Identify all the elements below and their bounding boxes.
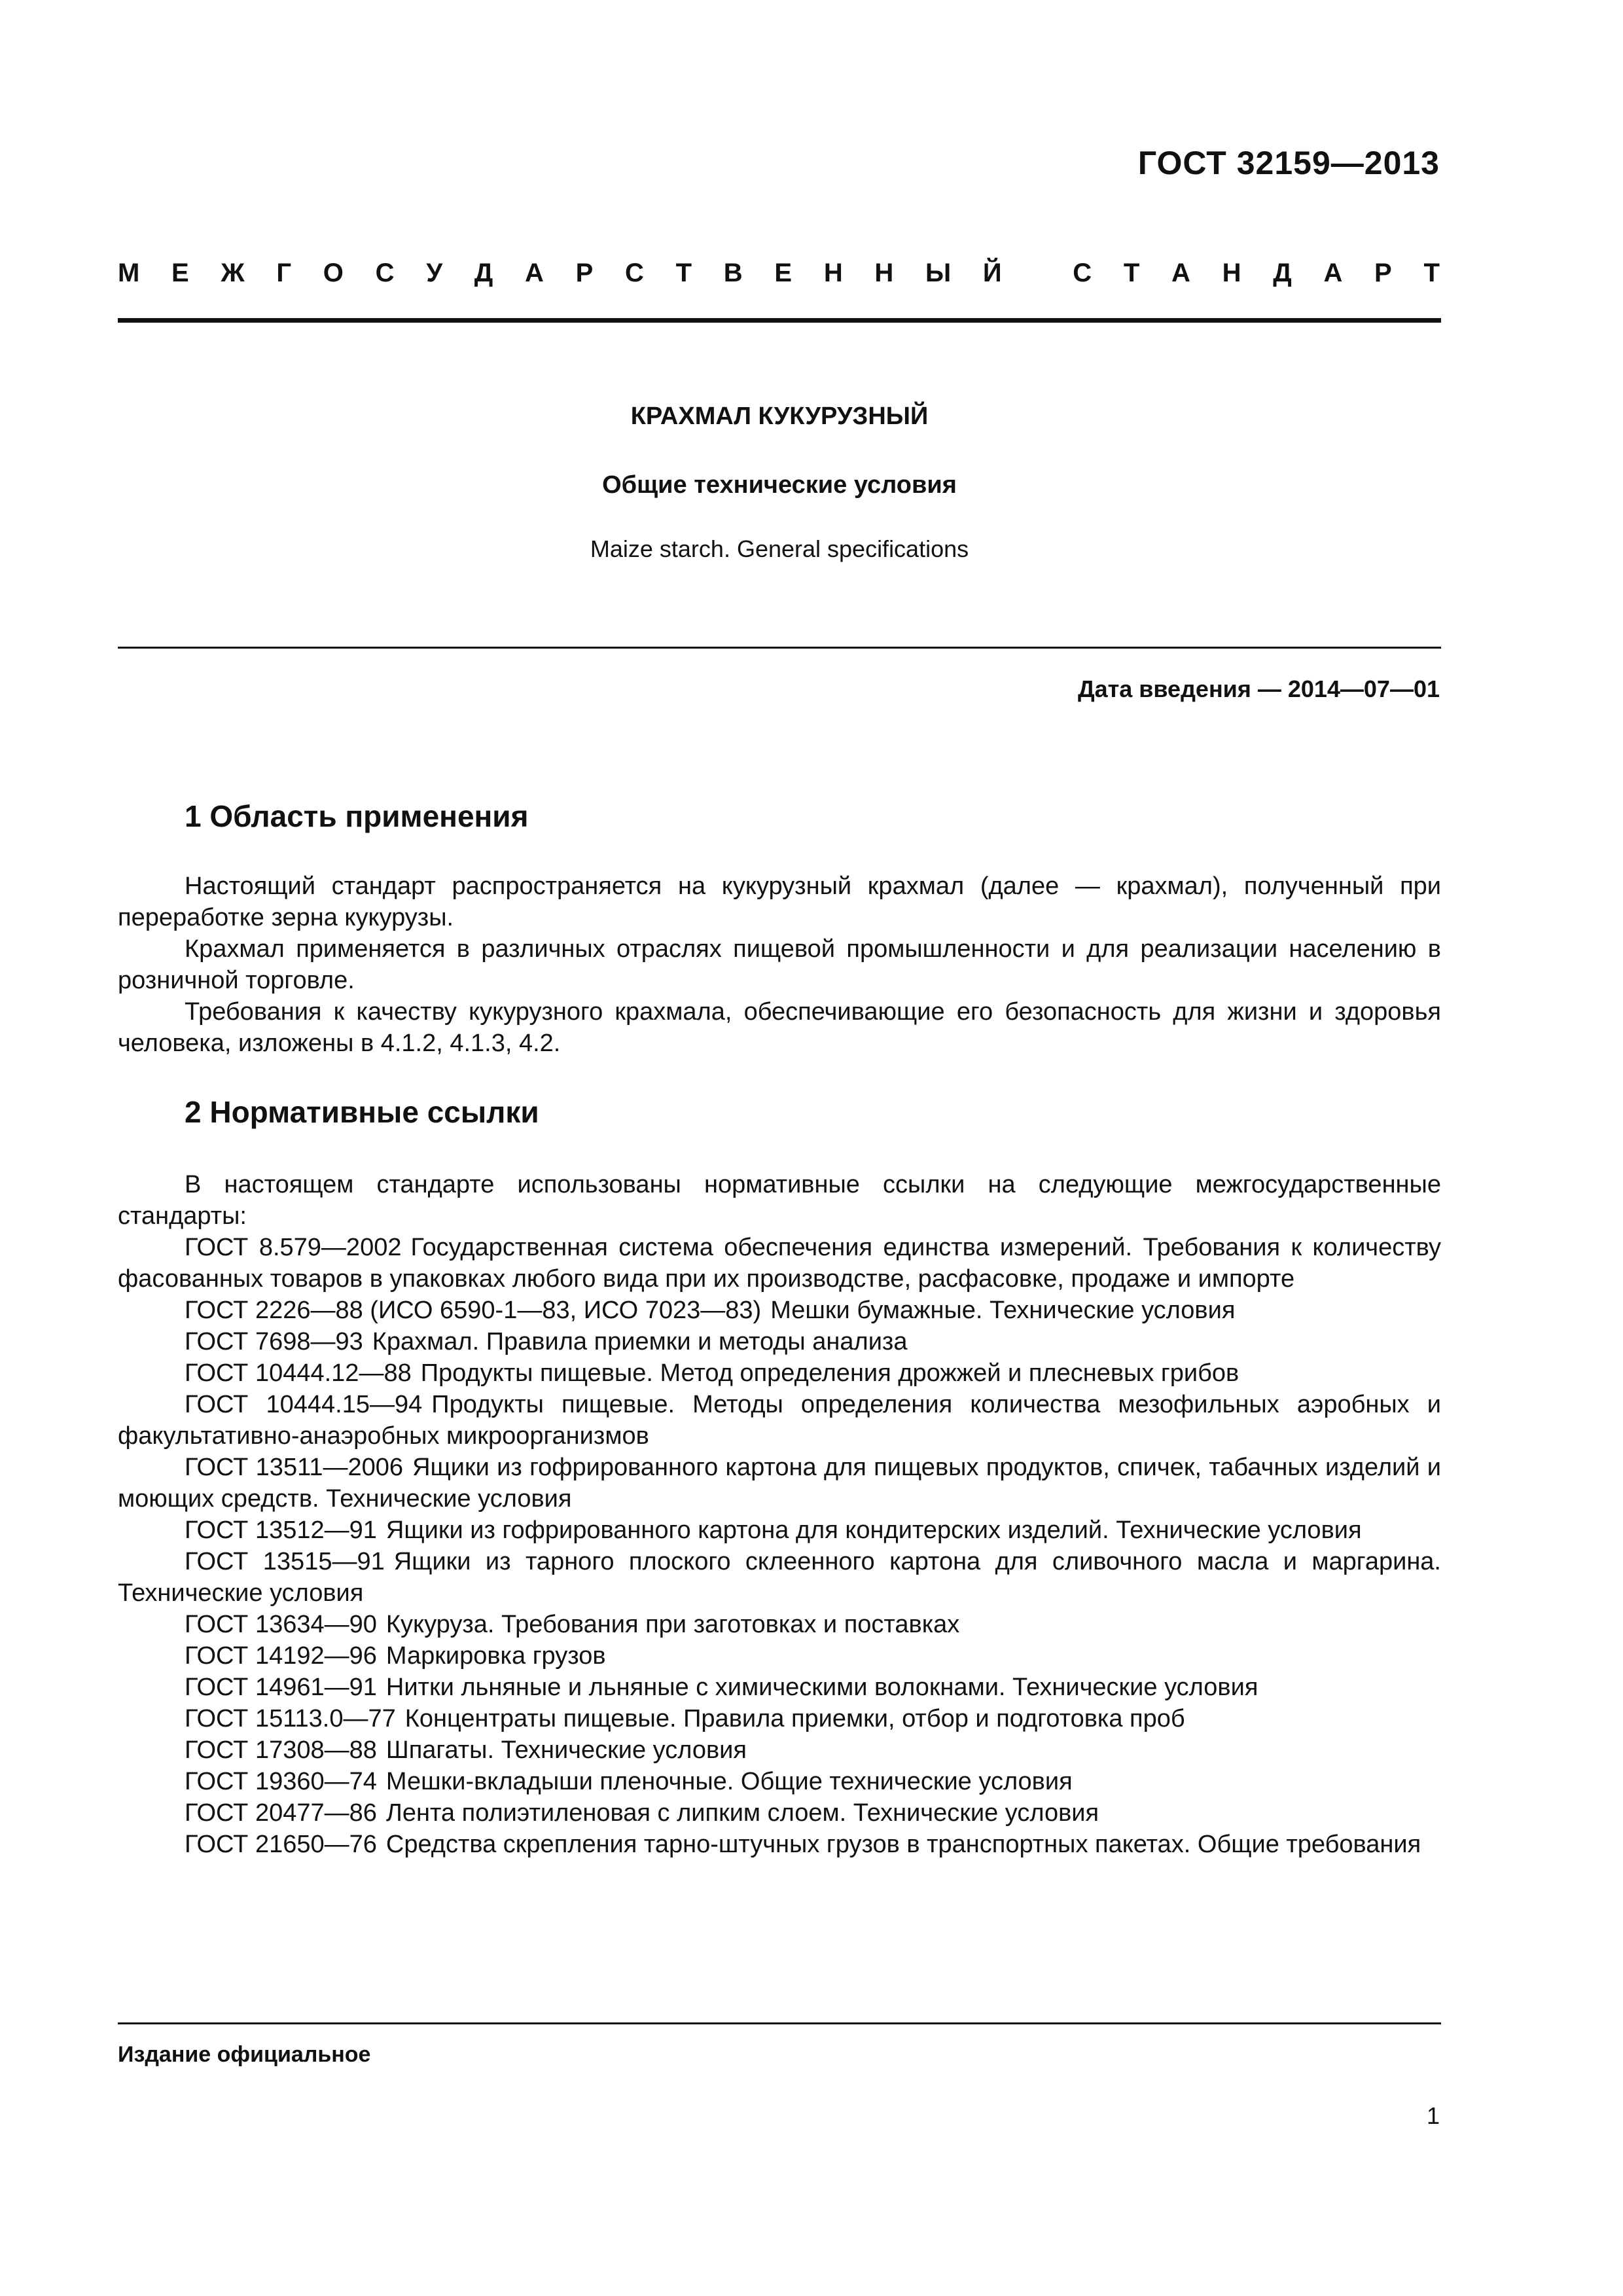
banner-word-gap xyxy=(1033,259,1041,288)
reference-title: Ящики из тарного плоского склеенного картона для сливочного масла и маргарина. Технические условия xyxy=(118,1548,1441,1607)
section-1-paragraph: Настоящий стандарт распространяется на кукурузный крахмал (далее — крахмал), полученный при переработке зерна кукурузы. xyxy=(118,872,1441,931)
reference-title: Концентраты пищевые. Правила приемки, отбор и подготовка проб xyxy=(404,1705,1185,1732)
reference-code: ГОСТ 7698—93 xyxy=(185,1328,363,1355)
reference-item xyxy=(118,1829,1441,1860)
section-2-heading: 2 Нормативные ссылки xyxy=(185,1095,539,1129)
reference-title: Нитки льняные и льняные с химическими волокнами. Технические условия xyxy=(385,1674,1258,1701)
reference-code: ГОСТ 13512—91 xyxy=(185,1516,377,1544)
banner-letter: Т xyxy=(675,259,692,287)
reference-item xyxy=(118,1672,1441,1703)
reference-title: Лента полиэтиленовая с липким слоем. Технические условия xyxy=(385,1799,1099,1827)
document-english-title: Maize starch. General specifications xyxy=(590,535,969,562)
banner-letter: Р xyxy=(575,259,594,287)
banner-letter: Й xyxy=(982,259,1002,287)
section-1-paragraph: Требования к качеству кукурузного крахмала, обеспечивающие его безопасность для жизни и здоровья человека, изложены в 4.1.2, 4.1.3, 4.2. xyxy=(118,998,1441,1057)
reference-code: ГОСТ 17308—88 xyxy=(185,1736,377,1764)
banner-letter: С xyxy=(625,259,644,287)
banner-letter: А xyxy=(1171,259,1190,287)
reference-title: Продукты пищевые. Методы определения количества мезофильных аэробных и факультативно-анаэробных микроорганизмов xyxy=(118,1391,1441,1450)
reference-code: ГОСТ 15113.0—77 xyxy=(185,1705,396,1732)
banner-letter: Н xyxy=(1222,259,1241,287)
reference-code: ГОСТ 14961—91 xyxy=(185,1674,377,1701)
reference-title: Ящики из гофрированного картона для пищевых продуктов, спичек, табачных изделий и моющих средств. Технические условия xyxy=(118,1454,1441,1513)
reference-item xyxy=(118,1703,1441,1734)
banner-letter: У xyxy=(426,259,443,287)
reference-title: Мешки-вкладыши пленочные. Общие технические условия xyxy=(385,1768,1073,1795)
banner-letter: Е xyxy=(774,259,793,287)
banner-letter: С xyxy=(375,259,395,287)
reference-code: ГОСТ 19360—74 xyxy=(185,1768,377,1795)
section-2-intro: В настоящем стандарте использованы нормативные ссылки на следующие межгосударственные стандарты: xyxy=(118,1171,1441,1230)
reference-code: ГОСТ 13511—2006 xyxy=(185,1454,404,1481)
banner-letter: Д xyxy=(474,259,493,287)
reference-title: Кукуруза. Требования при заготовках и поставках xyxy=(385,1611,960,1638)
header-divider xyxy=(118,318,1441,323)
reference-item xyxy=(118,1326,1441,1357)
reference-code: ГОСТ 14192—96 xyxy=(185,1642,377,1670)
banner-letter: В xyxy=(723,259,743,287)
banner-letter: Ы xyxy=(925,259,952,287)
reference-code: ГОСТ 13634—90 xyxy=(185,1611,377,1638)
introduction-date: Дата введения — 2014—07—01 xyxy=(1077,675,1440,702)
reference-item xyxy=(118,1389,1441,1452)
banner-letter: Г xyxy=(276,259,292,287)
banner-letter: Т xyxy=(1123,259,1140,287)
reference-code: ГОСТ 10444.12—88 xyxy=(185,1359,412,1387)
banner-letter: Д xyxy=(1273,259,1292,287)
reference-item xyxy=(118,1734,1441,1766)
reference-title: Мешки бумажные. Технические условия xyxy=(770,1297,1236,1324)
reference-item xyxy=(118,1295,1441,1326)
official-edition-label: Издание официальное xyxy=(118,2042,371,2067)
reference-code: ГОСТ 8.579—2002 xyxy=(185,1234,402,1261)
reference-title: Крахмал. Правила приемки и методы анализа xyxy=(372,1328,908,1355)
page-number: 1 xyxy=(1426,2102,1440,2129)
reference-code: ГОСТ 21650—76 xyxy=(185,1831,377,1858)
banner-letter: Ж xyxy=(221,259,245,287)
document-title: КРАХМАЛ КУКУРУЗНЫЙ xyxy=(630,403,929,430)
reference-title: Маркировка грузов xyxy=(385,1642,606,1670)
interstate-standard-banner xyxy=(118,259,1440,288)
reference-item xyxy=(118,1766,1441,1797)
reference-code: ГОСТ 2226—88 (ИСО 6590-1—83, ИСО 7023—83) xyxy=(185,1297,762,1324)
banner-letter: Н xyxy=(874,259,894,287)
reference-title: Государственная система обеспечения единства измерений. Требования к количеству фасованных товаров в упаковках любого вида при их производстве, расфасовке, продаже и импорте xyxy=(118,1234,1441,1293)
footer-divider xyxy=(118,2022,1441,2024)
banner-letter: О xyxy=(323,259,344,287)
banner-letter: А xyxy=(525,259,544,287)
reference-item xyxy=(118,1640,1441,1672)
document-subtitle: Общие технические условия xyxy=(602,471,957,499)
title-divider xyxy=(118,647,1441,649)
reference-item xyxy=(118,1546,1441,1609)
banner-letter: Т xyxy=(1423,259,1440,287)
banner-letter: М xyxy=(118,259,140,287)
reference-code: ГОСТ 10444.15—94 xyxy=(185,1391,423,1418)
reference-title: Ящики из гофрированного картона для кондитерских изделий. Технические условия xyxy=(385,1516,1362,1544)
normative-references-list xyxy=(118,1169,1441,1860)
reference-code: ГОСТ 13515—91 xyxy=(185,1548,385,1575)
reference-item xyxy=(118,1515,1441,1546)
banner-letter: С xyxy=(1073,259,1092,287)
reference-item xyxy=(118,1609,1441,1640)
section-1-body xyxy=(118,870,1441,1059)
section-1-heading: 1 Область применения xyxy=(185,799,529,833)
section-1-paragraph: Крахмал применяется в различных отраслях пищевой промышленности и для реализации населению в розничной торговле. xyxy=(118,935,1441,994)
banner-letter: Н xyxy=(823,259,843,287)
reference-title: Шпагаты. Технические условия xyxy=(385,1736,747,1764)
reference-title: Продукты пищевые. Метод определения дрожжей и плесневых грибов xyxy=(420,1359,1240,1387)
reference-code: ГОСТ 20477—86 xyxy=(185,1799,377,1827)
reference-item xyxy=(118,1452,1441,1515)
banner-letter: Р xyxy=(1374,259,1392,287)
banner-letter: А xyxy=(1323,259,1343,287)
reference-title: Средства скрепления тарно-штучных грузов в транспортных пакетах. Общие требования xyxy=(385,1831,1421,1858)
reference-item xyxy=(118,1357,1441,1389)
banner-letter: Е xyxy=(171,259,189,287)
reference-item xyxy=(118,1232,1441,1295)
reference-item xyxy=(118,1797,1441,1829)
document-code: ГОСТ 32159—2013 xyxy=(1137,145,1440,181)
